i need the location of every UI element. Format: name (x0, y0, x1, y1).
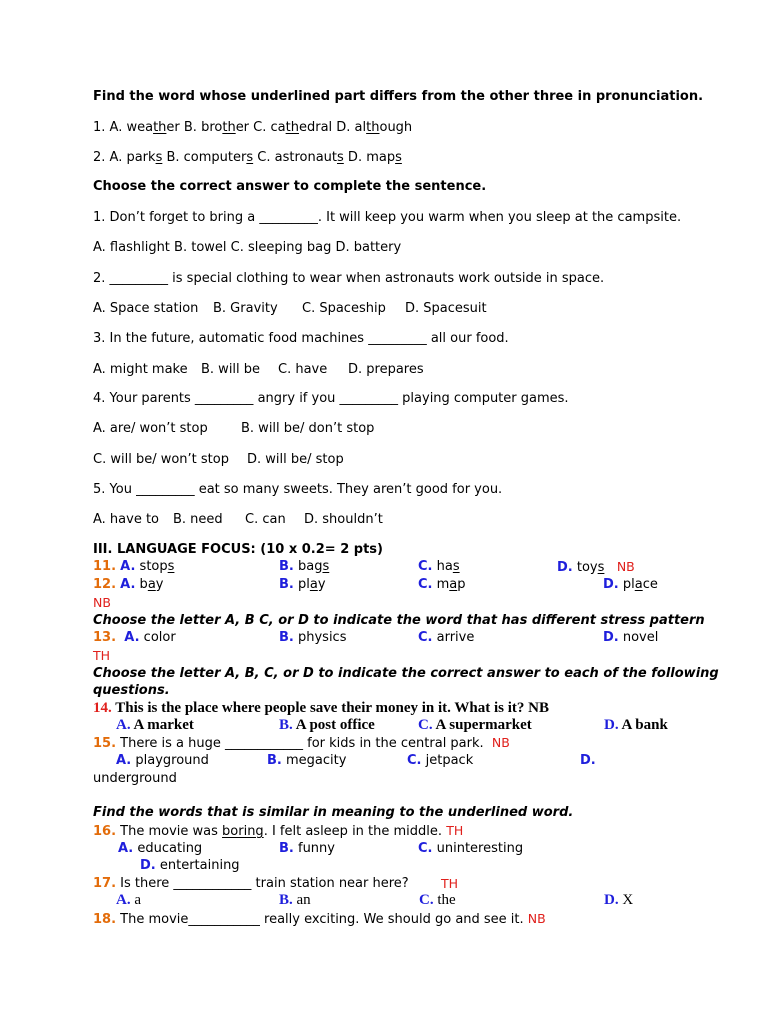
q16-question (93, 822, 463, 840)
choose-q5-option-b: B. need (173, 512, 223, 527)
option-text: ce (642, 577, 658, 592)
option-text: playground (131, 753, 209, 768)
q11-number (93, 558, 174, 575)
q12-option-c (418, 576, 466, 593)
q-text: B. computer (162, 150, 247, 165)
option-letter: B. (279, 559, 294, 574)
choose-q5: 5. You _________ eat so many sweets. They aren’t good for you. (93, 482, 503, 497)
question-number: 18. (93, 912, 117, 927)
question-text: . I felt asleep in the middle. (263, 824, 443, 839)
option-letter: D. (603, 577, 619, 592)
option-text: an (292, 892, 311, 908)
option-letter: C. (418, 841, 433, 856)
choose-q2-option-d: D. Spacesuit (405, 301, 487, 316)
correct-answer-heading: Choose the letter A, B, C, or D to indicate the correct answer to each of the following (93, 666, 719, 681)
option-letter: C. (418, 630, 433, 645)
choose-q3-option-c: C. have (278, 362, 328, 377)
option-text: ha (432, 559, 453, 574)
q14-option-b (279, 717, 375, 734)
q17-option-c (419, 892, 456, 909)
q12-option-d (603, 576, 658, 593)
q16-option-a (118, 840, 202, 857)
question-text: This is the place where people save their money in it. What is it? NB (111, 700, 549, 716)
q11-option-d (557, 558, 635, 576)
option-letter: D. (603, 630, 619, 645)
option-letter: A. (116, 717, 131, 733)
q11-option-c (418, 558, 460, 575)
underlined-part: s (395, 150, 402, 165)
underlined-word: boring (222, 824, 264, 839)
similar-heading: Find the words that is similar in meaning to the underlined word. (93, 805, 574, 820)
q-text: edral D. al (298, 120, 367, 135)
option-letter: D. (140, 858, 156, 873)
option-letter: D. (604, 892, 619, 908)
question-number: 15. (93, 736, 117, 751)
question-number: 13. (93, 630, 117, 645)
question-text: The movie___________ really exciting. We should go and see it. (116, 912, 524, 927)
q18-question (93, 910, 546, 928)
choose-q4-option-b: B. will be/ don’t stop (241, 421, 375, 436)
choose-q5-option-c: C. can (245, 512, 286, 527)
choose-q4-option-a: A. are/ won’t stop (93, 421, 208, 436)
pronunciation-q1 (93, 119, 412, 136)
q15-option-d-text: underground (93, 771, 177, 786)
q15-option-a (116, 752, 209, 769)
option-text: physics (293, 630, 347, 645)
q14-question (93, 700, 549, 717)
option-text: pl (618, 577, 635, 592)
option-text: A market (130, 717, 194, 733)
option-text: educating (133, 841, 203, 856)
underlined-part: s (337, 150, 344, 165)
option-letter: C. (407, 753, 422, 768)
option-letter: B. (279, 841, 294, 856)
option-text: A post office (292, 717, 375, 733)
underlined-part: a (309, 577, 318, 592)
option-text: A bank (618, 717, 668, 733)
choose-heading: Choose the correct answer to complete the sentence. (93, 179, 487, 194)
option-text: X (618, 892, 634, 908)
choose-q1: 1. Don’t forget to bring a _________. It will keep you warm when you sleep at the campsite. (93, 210, 682, 225)
pronunciation-q2 (93, 149, 402, 166)
option-text: novel (618, 630, 659, 645)
q12-tag: NB (93, 595, 111, 610)
option-text: color (139, 630, 176, 645)
q-text: 1. A. wea (93, 120, 154, 135)
underlined-part: th (285, 120, 299, 135)
q12-option-b (279, 576, 326, 593)
correct-answer-heading-cont: questions. (93, 683, 170, 698)
option-text: b (135, 577, 148, 592)
option-text: jetpack (421, 753, 474, 768)
q-text: D. map (343, 150, 396, 165)
option-letter: A. (120, 577, 136, 592)
tag-label: NB (527, 911, 546, 926)
option-text: y (317, 577, 326, 592)
question-text: There is a huge ____________ for kids in the central park. (116, 736, 484, 751)
q17-option-a (116, 892, 141, 909)
choose-q4-option-c: C. will be/ won’t stop (93, 452, 229, 467)
q-text: ough (379, 120, 413, 135)
option-letter: A. (116, 892, 131, 908)
question-number: 17. (93, 876, 117, 891)
choose-q3-option-a: A. might make (93, 362, 188, 377)
option-text: toy (572, 560, 598, 575)
option-text: arrive (432, 630, 475, 645)
pronunciation-heading: Find the word whose underlined part differs from the other three in pronunciation. (93, 89, 704, 104)
option-letter: A. (124, 630, 140, 645)
option-text: y (155, 577, 164, 592)
q13-option-d (603, 629, 658, 646)
choose-q1-options: A. flashlight B. towel C. sleeping bag D. battery (93, 240, 402, 255)
option-letter: C. (418, 717, 433, 733)
option-text: m (432, 577, 450, 592)
underlined-part: s (452, 559, 460, 574)
choose-q4-option-d: D. will be/ stop (247, 452, 344, 467)
option-text: a (130, 892, 142, 908)
q-text: er C. ca (235, 120, 286, 135)
choose-q2: 2. _________ is special clothing to wear when astronauts work outside in space. (93, 271, 605, 286)
q16-option-c (418, 840, 523, 857)
option-letter: B. (267, 753, 282, 768)
question-number: 12. (93, 577, 117, 592)
q17-tag: TH (441, 876, 459, 891)
q15-question (93, 734, 510, 752)
q15-option-c (407, 752, 473, 769)
option-text: megacity (281, 753, 347, 768)
choose-q3: 3. In the future, automatic food machines _________ all our food. (93, 331, 509, 346)
underlined-part: s (246, 150, 254, 165)
tag-label: NB (616, 559, 635, 574)
language-focus-heading: III. LANGUAGE FOCUS: (10 x 0.2= 2 pts) (93, 542, 383, 557)
stress-heading: Choose the letter A, B C, or D to indicate the word that has different stress pattern (93, 613, 705, 628)
q15-option-b (267, 752, 346, 769)
q16-option-d (140, 857, 240, 874)
q17-option-b (279, 892, 311, 909)
underlined-part: th (153, 120, 167, 135)
option-letter: C. (418, 577, 433, 592)
choose-q2-option-a: A. Space station (93, 301, 199, 316)
q13-number (93, 629, 176, 646)
choose-q2-option-c: C. Spaceship (302, 301, 386, 316)
choose-q4: 4. Your parents _________ angry if you _________ playing computer games. (93, 391, 569, 406)
tag-label: NB (491, 735, 510, 750)
choose-q3-option-b: B. will be (201, 362, 261, 377)
option-text: uninteresting (432, 841, 524, 856)
choose-q5-option-d: D. shouldn’t (304, 512, 383, 527)
option-text: stop (135, 559, 168, 574)
question-text: Is there ____________ train station near here? (116, 876, 409, 891)
q17-option-d (604, 892, 633, 909)
option-letter: A. (120, 559, 136, 574)
option-letter: A. (118, 841, 134, 856)
q14-option-a (116, 717, 194, 734)
q-text: er B. bro (166, 120, 223, 135)
option-text: p (457, 577, 466, 592)
q12-number (93, 576, 163, 593)
q13-option-c (418, 629, 474, 646)
underlined-part: th (366, 120, 380, 135)
choose-q2-option-b: B. Gravity (213, 301, 278, 316)
q-text: 2. A. park (93, 150, 156, 165)
underlined-part: s (155, 150, 163, 165)
question-number: 16. (93, 824, 117, 839)
option-letter: D. (580, 753, 596, 768)
option-text: A supermarket (432, 717, 532, 733)
underlined-part: a (634, 577, 643, 592)
underlined-part: s (167, 559, 175, 574)
underlined-part: a (449, 577, 458, 592)
option-text: pl (293, 577, 310, 592)
q14-option-c (418, 717, 532, 734)
underlined-part: s (597, 560, 605, 575)
q11-option-b (279, 558, 329, 575)
question-number: 14. (93, 700, 112, 716)
option-letter: C. (418, 559, 433, 574)
option-text: entertaining (155, 858, 240, 873)
underlined-part: a (147, 577, 156, 592)
question-text: The movie was (116, 824, 223, 839)
option-text: bag (293, 559, 323, 574)
option-text: funny (293, 841, 335, 856)
q16-option-b (279, 840, 335, 857)
option-letter: A. (116, 753, 132, 768)
q17-question (93, 875, 409, 892)
q13-option-b (279, 629, 346, 646)
tag-label: TH (446, 823, 464, 838)
option-text: the (433, 892, 456, 908)
underlined-part: s (322, 559, 330, 574)
choose-q3-option-d: D. prepares (348, 362, 424, 377)
option-letter: B. (279, 630, 294, 645)
q15-option-d (580, 752, 596, 769)
underlined-part: th (222, 120, 236, 135)
option-letter: D. (557, 560, 573, 575)
q14-option-d (604, 717, 668, 734)
choose-q5-option-a: A. have to (93, 512, 160, 527)
option-letter: B. (279, 717, 293, 733)
option-letter: B. (279, 577, 294, 592)
option-letter: B. (279, 892, 293, 908)
option-letter: C. (419, 892, 434, 908)
q-text: C. astronaut (253, 150, 338, 165)
option-letter: D. (604, 717, 619, 733)
question-number: 11. (93, 559, 117, 574)
q13-tag: TH (93, 648, 111, 663)
